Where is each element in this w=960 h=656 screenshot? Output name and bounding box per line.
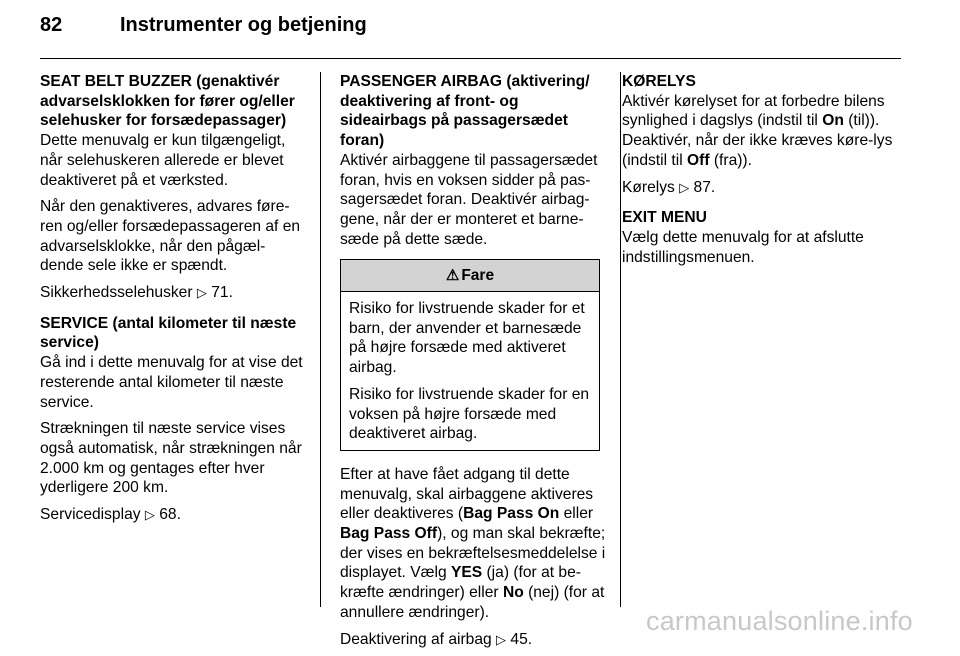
text-run: (til)). Deaktivér, når der ikke kræves køre-lys (indstil til	[622, 112, 893, 169]
column-2	[340, 72, 606, 656]
paragraph	[340, 465, 606, 623]
warning-icon: ⚠	[445, 267, 460, 285]
reference-page-link[interactable]: 68.	[159, 506, 181, 524]
warning-body	[341, 292, 599, 450]
option-on: On	[822, 112, 844, 130]
section-heading: SERVICE (antal kilometer til næste service)	[40, 314, 297, 352]
paragraph: Gå ind i dette menuvalg for at vise det resterende antal kilometer til næste service.	[40, 354, 303, 411]
paragraph: Dette menuvalg er kun tilgængeligt, når selehuskeren allerede er blevet deaktiveret på et værksted.	[40, 132, 286, 189]
page-header	[40, 14, 367, 37]
warning-header	[341, 260, 599, 292]
column-3	[622, 72, 902, 274]
text-run: (fra)).	[709, 151, 752, 169]
reference-page-link[interactable]: 45.	[510, 630, 533, 648]
option-no: No	[502, 584, 524, 602]
column-1	[40, 72, 306, 532]
option-yes: YES	[450, 564, 483, 582]
warning-box	[340, 259, 600, 451]
cross-reference	[340, 630, 606, 650]
cross-reference	[40, 283, 306, 303]
reference-arrow-icon: ▷	[196, 285, 207, 301]
section-heading: KØRELYS	[622, 73, 696, 90]
reference-text: Deaktivering af airbag	[340, 630, 492, 648]
warning-text: Risiko for livstruende skader for et barn, der anvender et barnesæde på højre forsæde med aktiveret airbag.	[349, 300, 585, 377]
reference-text: Servicedisplay	[40, 506, 141, 524]
page-number: 82	[40, 14, 63, 36]
reference-arrow-icon: ▷	[144, 507, 155, 523]
reference-arrow-icon: ▷	[496, 631, 507, 647]
text-run: Efter at have fået adgang til dette menuvalg, skal airbaggene aktiveres eller deaktiveres (	[340, 465, 594, 523]
reference-text: Sikkerhedsselehusker	[40, 284, 193, 302]
reference-page-link[interactable]: 87.	[693, 178, 716, 196]
text-run: (ja) (for at be-kræfte ændringer) eller	[340, 564, 581, 602]
cross-reference	[40, 505, 306, 525]
section-heading: SEAT BELT BUZZER (genaktivér advarselsklokken for fører og/eller selehusker for forsædepassager)	[40, 73, 295, 130]
text-run: (nej) (for at annullere ændringer).	[340, 584, 605, 621]
paragraph: Når den genaktiveres, advares føre-ren og/eller forsædepassageren af en advarselsklokke, når den pågæl-dende sele ikke er spændt.	[40, 198, 301, 275]
cross-reference	[622, 178, 902, 198]
reference-text: Kørelys	[622, 178, 675, 196]
reference-page-link[interactable]: 71.	[211, 284, 233, 302]
text-run: eller	[559, 505, 594, 523]
column-divider	[620, 72, 621, 607]
paragraph	[622, 92, 902, 171]
section-heading: EXIT MENU	[622, 209, 707, 227]
paragraph: Vælg dette menuvalg for at afslutte indstillingsmenuen.	[622, 228, 864, 266]
paragraph: Strækningen til næste service vises også automatisk, når strækningen når 2.000 km og gentages efter hver yderligere 200 km.	[40, 420, 302, 497]
warning-label: Fare	[461, 267, 495, 285]
warning-text: Risiko for livstruende skader for en voksen på højre forsæde med deaktiveret airbag.	[349, 385, 590, 443]
chapter-title: Instrumenter og betjening	[120, 14, 367, 36]
text-run: Aktivér kørelyset for at forbedre bilens synlighed i dagslys (indstil til	[622, 92, 885, 130]
text-run: ), og man skal bekræfte; der vises en bekræftelsesmeddelelse i displayet. Vælg	[340, 525, 606, 582]
option-bag-pass-on: Bag Pass On	[463, 505, 560, 523]
header-rule	[40, 58, 901, 59]
column-divider	[320, 72, 321, 607]
option-bag-pass-off: Bag Pass Off	[340, 525, 438, 543]
option-off: Off	[687, 151, 710, 169]
reference-arrow-icon: ▷	[679, 179, 690, 195]
section-heading: PASSENGER AIRBAG (aktivering/ deaktivering af front- og sideairbags på passagersædet foran)	[340, 73, 590, 150]
paragraph: Aktivér airbaggene til passagersædet foran, hvis en voksen sidder på pas-sagersædet foran. Deaktivér airbag-gene, når der er monteret et barne-sæde på dette sæde.	[340, 151, 598, 248]
watermark: carmanualsonline.info	[646, 606, 913, 636]
